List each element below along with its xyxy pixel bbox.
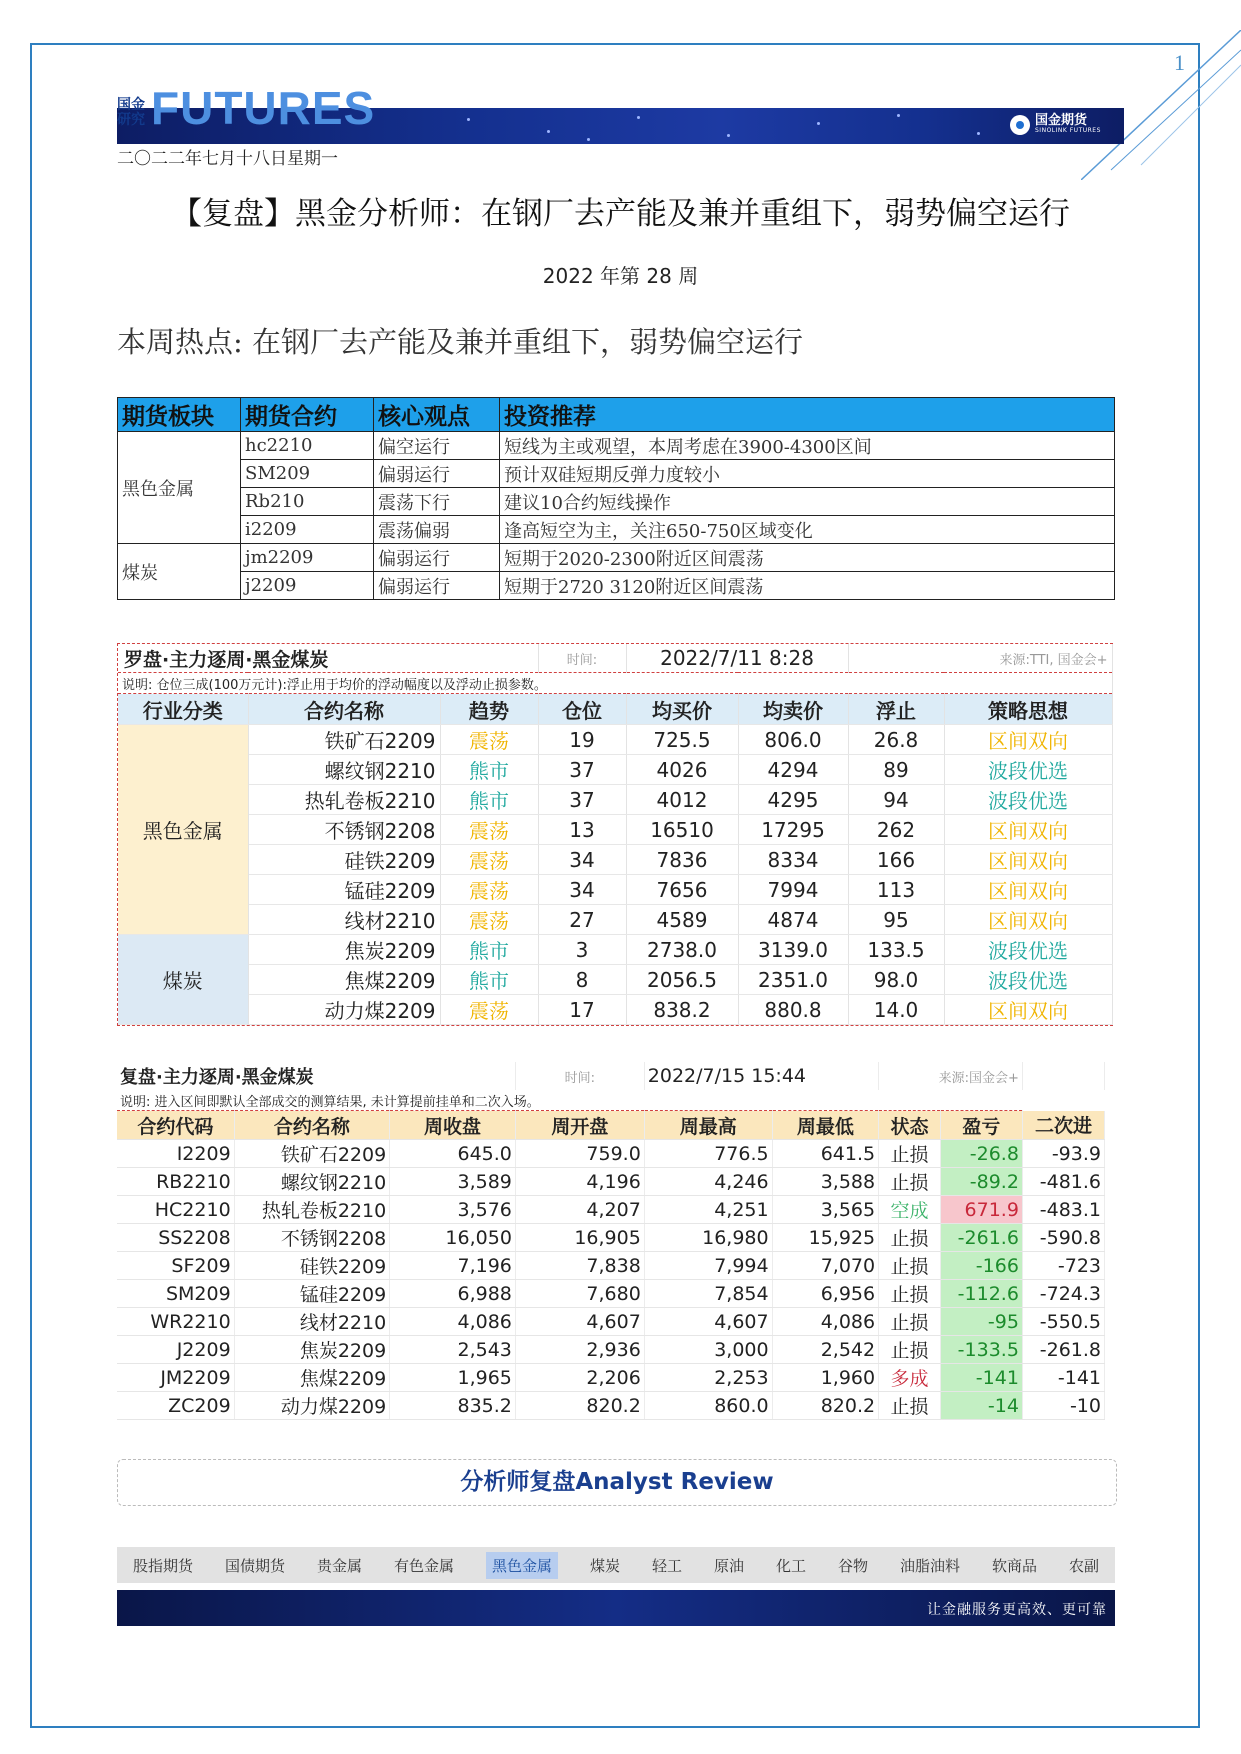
compass-header-cell: 均买价 xyxy=(626,694,738,725)
nav-item[interactable]: 软商品 xyxy=(991,1556,1037,1575)
table-row xyxy=(118,995,1112,1025)
compass-header-cell: 合约名称 xyxy=(248,694,440,725)
view-cell: 偏弱运行 xyxy=(374,572,500,600)
nav-item[interactable]: 有色金属 xyxy=(393,1556,454,1575)
position-cell: 27 xyxy=(538,905,626,935)
avg-sell-cell: 4295 xyxy=(738,785,848,815)
strategy-cell: 区间双向 xyxy=(944,995,1112,1025)
code-cell: RB2210 xyxy=(117,1168,234,1196)
code-cell: SM209 xyxy=(117,1280,234,1308)
report-date: 二〇二二年七月十八日星期一 xyxy=(117,149,338,169)
avg-buy-cell: 4589 xyxy=(626,905,738,935)
position-cell: 34 xyxy=(538,875,626,905)
strategy-cell: 区间双向 xyxy=(944,875,1112,905)
name-cell: 热轧卷板2210 xyxy=(234,1196,390,1224)
code-cell: I2209 xyxy=(117,1140,234,1168)
compass-time-label: 时间: xyxy=(538,644,626,673)
compass-note-row xyxy=(118,673,1112,694)
review-note-spacer xyxy=(1022,1090,1104,1111)
avg-buy-cell: 4026 xyxy=(626,755,738,785)
review-source: 来源:国金会+ xyxy=(879,1062,1023,1090)
trend-cell: 震荡 xyxy=(440,995,538,1025)
code-cell: J2209 xyxy=(117,1336,234,1364)
nav-item[interactable]: 煤炭 xyxy=(589,1556,620,1575)
low-cell: 3,565 xyxy=(772,1196,879,1224)
low-cell: 2,542 xyxy=(772,1336,879,1364)
compass-header-cell: 均卖价 xyxy=(738,694,848,725)
sector-cell: 黑色金属 xyxy=(118,432,241,544)
review-title: 复盘·主力逐周·黑金煤炭 xyxy=(117,1062,515,1090)
open-cell: 2,206 xyxy=(515,1364,644,1392)
second-entry-cell: -10 xyxy=(1022,1392,1104,1420)
position-cell: 3 xyxy=(538,935,626,965)
report-week: 2022 年第 28 周 xyxy=(542,264,699,288)
strategy-cell: 区间双向 xyxy=(944,815,1112,845)
weekly-hotspot: 本周热点: 在钢厂去产能及兼并重组下，弱势偏空运行 xyxy=(117,325,803,359)
review-header-cell: 合约代码 xyxy=(117,1111,234,1140)
float-stop-cell: 133.5 xyxy=(848,935,944,965)
name-cell: 硅铁2209 xyxy=(234,1252,390,1280)
name-cell: 动力煤2209 xyxy=(234,1392,390,1420)
company-logo-text: 国金期货 xyxy=(1035,113,1088,128)
open-cell: 4,207 xyxy=(515,1196,644,1224)
code-cell: SF209 xyxy=(117,1252,234,1280)
close-cell: 3,589 xyxy=(390,1168,516,1196)
open-cell: 759.0 xyxy=(515,1140,644,1168)
strategy-cell: 波段优选 xyxy=(944,965,1112,995)
second-entry-cell: -723 xyxy=(1022,1252,1104,1280)
name-cell: 锰硅2209 xyxy=(234,1280,390,1308)
nav-item[interactable]: 贵金属 xyxy=(316,1556,362,1575)
code-cell: JM2209 xyxy=(117,1364,234,1392)
table-row xyxy=(118,755,1112,785)
position-cell: 17 xyxy=(538,995,626,1025)
footer-banner xyxy=(117,1590,1115,1626)
status-cell: 止损 xyxy=(879,1168,941,1196)
high-cell: 860.0 xyxy=(644,1392,772,1420)
close-cell: 7,196 xyxy=(390,1252,516,1280)
low-cell: 6,956 xyxy=(772,1280,879,1308)
nav-item[interactable]: 农副 xyxy=(1068,1556,1099,1575)
avg-buy-cell: 4012 xyxy=(626,785,738,815)
low-cell: 15,925 xyxy=(772,1224,879,1252)
compass-source: 来源:TTI, 国金会+ xyxy=(848,644,1112,673)
pl-cell: -14 xyxy=(940,1392,1022,1420)
position-cell: 37 xyxy=(538,755,626,785)
avg-sell-cell: 17295 xyxy=(738,815,848,845)
close-cell: 4,086 xyxy=(390,1308,516,1336)
name-cell: 铁矿石2209 xyxy=(234,1140,390,1168)
code-cell: WR2210 xyxy=(117,1308,234,1336)
pl-cell: -261.6 xyxy=(940,1224,1022,1252)
contract-name-cell: 螺纹钢2210 xyxy=(248,755,440,785)
compass-header-cell: 趋势 xyxy=(440,694,538,725)
second-entry-cell: -93.9 xyxy=(1022,1140,1104,1168)
nav-item-active[interactable]: 黑色金属 xyxy=(486,1552,558,1579)
table-row xyxy=(117,1336,1105,1364)
company-logo-text-en: SINOLINK FUTURES xyxy=(1035,127,1101,134)
contract-name-cell: 铁矿石2209 xyxy=(248,725,440,755)
advice-cell: 短期于2020-2300附近区间震荡 xyxy=(500,544,1115,572)
second-entry-cell: -481.6 xyxy=(1022,1168,1104,1196)
review-header-row xyxy=(117,1111,1105,1140)
review-table-panel xyxy=(117,1062,1105,1420)
table-row xyxy=(118,845,1112,875)
table-row xyxy=(117,1168,1105,1196)
avg-sell-cell: 4874 xyxy=(738,905,848,935)
float-stop-cell: 262 xyxy=(848,815,944,845)
avg-sell-cell: 3139.0 xyxy=(738,935,848,965)
float-stop-cell: 94 xyxy=(848,785,944,815)
float-stop-cell: 113 xyxy=(848,875,944,905)
strategy-cell: 波段优选 xyxy=(944,755,1112,785)
avg-buy-cell: 725.5 xyxy=(626,725,738,755)
code-cell: SS2208 xyxy=(117,1224,234,1252)
second-entry-cell: -483.1 xyxy=(1022,1196,1104,1224)
position-cell: 8 xyxy=(538,965,626,995)
advice-cell: 预计双硅短期反弹力度较小 xyxy=(500,460,1115,488)
table-row xyxy=(118,785,1112,815)
view-cell: 偏空运行 xyxy=(374,432,500,460)
status-cell: 止损 xyxy=(879,1140,941,1168)
compass-table xyxy=(118,644,1113,1025)
review-header-cell: 周开盘 xyxy=(515,1111,644,1140)
contract-cell: i2209 xyxy=(241,516,374,544)
table-row xyxy=(118,488,1115,516)
compass-note: 说明: 仓位三成(100万元计):浮止用于均价的浮动幅度以及浮动止损参数。 xyxy=(118,673,1112,694)
code-cell: HC2210 xyxy=(117,1196,234,1224)
high-cell: 3,000 xyxy=(644,1336,772,1364)
page-number: 1 xyxy=(1174,50,1185,75)
compass-header-row xyxy=(118,694,1112,725)
table-row xyxy=(118,544,1115,572)
table-row xyxy=(118,572,1115,600)
float-stop-cell: 14.0 xyxy=(848,995,944,1025)
second-entry-cell: -141 xyxy=(1022,1364,1104,1392)
strategy-cell: 波段优选 xyxy=(944,785,1112,815)
avg-buy-cell: 2738.0 xyxy=(626,935,738,965)
status-cell: 止损 xyxy=(879,1252,941,1280)
analyst-review-banner xyxy=(117,1459,1117,1506)
close-cell: 2,543 xyxy=(390,1336,516,1364)
review-title-spacer xyxy=(1022,1062,1104,1090)
compass-header-cell: 行业分类 xyxy=(118,694,248,725)
high-cell: 4,251 xyxy=(644,1196,772,1224)
pl-cell: -89.2 xyxy=(940,1168,1022,1196)
contract-name-cell: 不锈钢2208 xyxy=(248,815,440,845)
trend-cell: 熊市 xyxy=(440,755,538,785)
nav-item[interactable]: 化工 xyxy=(775,1556,806,1575)
second-entry-cell: -590.8 xyxy=(1022,1224,1104,1252)
nav-item[interactable]: 轻工 xyxy=(651,1556,682,1575)
review-header-cell: 状态 xyxy=(879,1111,941,1140)
table-row xyxy=(118,905,1112,935)
table-row xyxy=(117,1280,1105,1308)
low-cell: 4,086 xyxy=(772,1308,879,1336)
table-row xyxy=(117,1364,1105,1392)
close-cell: 16,050 xyxy=(390,1224,516,1252)
table-row xyxy=(118,935,1112,965)
avg-sell-cell: 2351.0 xyxy=(738,965,848,995)
summary-header-cell: 投资推荐 xyxy=(500,398,1115,432)
pl-cell: -141 xyxy=(940,1364,1022,1392)
second-entry-cell: -550.5 xyxy=(1022,1308,1104,1336)
compass-time-value: 2022/7/11 8:28 xyxy=(626,644,848,673)
sector-cell: 煤炭 xyxy=(118,544,241,600)
nav-item[interactable]: 国债期货 xyxy=(224,1556,285,1575)
compass-header-cell: 浮止 xyxy=(848,694,944,725)
table-row xyxy=(118,815,1112,845)
table-row xyxy=(117,1308,1105,1336)
name-cell: 焦炭2209 xyxy=(234,1336,390,1364)
trend-cell: 震荡 xyxy=(440,815,538,845)
position-cell: 19 xyxy=(538,725,626,755)
analyst-review-title: 分析师复盘Analyst Review xyxy=(460,1469,774,1495)
avg-sell-cell: 8334 xyxy=(738,845,848,875)
contract-name-cell: 动力煤2209 xyxy=(248,995,440,1025)
low-cell: 641.5 xyxy=(772,1140,879,1168)
high-cell: 776.5 xyxy=(644,1140,772,1168)
trend-cell: 震荡 xyxy=(440,905,538,935)
brand-cn: 国金研究 xyxy=(117,97,145,128)
avg-sell-cell: 880.8 xyxy=(738,995,848,1025)
avg-buy-cell: 16510 xyxy=(626,815,738,845)
review-header-cell: 周收盘 xyxy=(390,1111,516,1140)
high-cell: 2,253 xyxy=(644,1364,772,1392)
name-cell: 不锈钢2208 xyxy=(234,1224,390,1252)
pl-cell: 671.9 xyxy=(940,1196,1022,1224)
low-cell: 3,588 xyxy=(772,1168,879,1196)
open-cell: 4,196 xyxy=(515,1168,644,1196)
contract-name-cell: 焦煤2209 xyxy=(248,965,440,995)
avg-buy-cell: 7836 xyxy=(626,845,738,875)
review-time-label: 时间: xyxy=(515,1062,644,1090)
review-time-value: 2022/7/15 15:44 xyxy=(644,1062,878,1090)
review-header-cell: 合约名称 xyxy=(234,1111,390,1140)
table-row xyxy=(118,460,1115,488)
close-cell: 6,988 xyxy=(390,1280,516,1308)
contract-cell: SM209 xyxy=(241,460,374,488)
summary-table xyxy=(117,397,1115,600)
table-row xyxy=(118,965,1112,995)
table-row xyxy=(117,1252,1105,1280)
review-note: 说明: 进入区间即默认全部成交的测算结果, 未计算提前挂单和二次入场。 xyxy=(117,1090,1022,1111)
contract-name-cell: 热轧卷板2210 xyxy=(248,785,440,815)
avg-buy-cell: 7656 xyxy=(626,875,738,905)
brand-logo xyxy=(117,82,376,134)
avg-sell-cell: 806.0 xyxy=(738,725,848,755)
compass-header-cell: 仓位 xyxy=(538,694,626,725)
status-cell: 空成 xyxy=(879,1196,941,1224)
status-cell: 止损 xyxy=(879,1308,941,1336)
trend-cell: 熊市 xyxy=(440,965,538,995)
table-row xyxy=(118,875,1112,905)
position-cell: 34 xyxy=(538,845,626,875)
footer-slogan: 让金融服务更高效、更可靠 xyxy=(927,1602,1107,1618)
corner-decoration xyxy=(1081,30,1241,180)
low-cell: 1,960 xyxy=(772,1364,879,1392)
report-title: 【复盘】黑金分析师：在钢厂去产能及兼并重组下，弱势偏空运行 xyxy=(171,196,1070,232)
close-cell: 645.0 xyxy=(390,1140,516,1168)
view-cell: 偏弱运行 xyxy=(374,544,500,572)
float-stop-cell: 26.8 xyxy=(848,725,944,755)
contract-name-cell: 硅铁2209 xyxy=(248,845,440,875)
review-header-cell: 盈亏 xyxy=(940,1111,1022,1140)
company-logo xyxy=(1010,114,1101,135)
open-cell: 7,680 xyxy=(515,1280,644,1308)
table-row xyxy=(118,432,1115,460)
table-row xyxy=(117,1392,1105,1420)
summary-header-row xyxy=(118,398,1115,432)
review-note-row xyxy=(117,1090,1105,1111)
open-cell: 820.2 xyxy=(515,1392,644,1420)
advice-cell: 短线为主或观望，本周考虑在3900-4300区间 xyxy=(500,432,1115,460)
open-cell: 2,936 xyxy=(515,1336,644,1364)
close-cell: 835.2 xyxy=(390,1392,516,1420)
contract-cell: Rb210 xyxy=(241,488,374,516)
position-cell: 13 xyxy=(538,815,626,845)
table-row xyxy=(117,1196,1105,1224)
contract-name-cell: 锰硅2209 xyxy=(248,875,440,905)
float-stop-cell: 95 xyxy=(848,905,944,935)
contract-cell: jm2209 xyxy=(241,544,374,572)
close-cell: 1,965 xyxy=(390,1364,516,1392)
pl-cell: -95 xyxy=(940,1308,1022,1336)
advice-cell: 逢高短空为主，关注650-750区域变化 xyxy=(500,516,1115,544)
float-stop-cell: 166 xyxy=(848,845,944,875)
category-nav xyxy=(117,1547,1115,1583)
high-cell: 7,854 xyxy=(644,1280,772,1308)
summary-header-cell: 期货合约 xyxy=(241,398,374,432)
name-cell: 焦煤2209 xyxy=(234,1364,390,1392)
sector-cell: 黑色金属 xyxy=(118,725,248,935)
review-header-cell: 二次进 xyxy=(1022,1111,1104,1140)
strategy-cell: 波段优选 xyxy=(944,935,1112,965)
trend-cell: 熊市 xyxy=(440,785,538,815)
status-cell: 止损 xyxy=(879,1392,941,1420)
pl-cell: -166 xyxy=(940,1252,1022,1280)
high-cell: 4,607 xyxy=(644,1308,772,1336)
nav-item[interactable]: 股指期货 xyxy=(132,1556,193,1575)
second-entry-cell: -261.8 xyxy=(1022,1336,1104,1364)
view-cell: 震荡下行 xyxy=(374,488,500,516)
trend-cell: 震荡 xyxy=(440,845,538,875)
avg-sell-cell: 4294 xyxy=(738,755,848,785)
compass-table-panel xyxy=(117,643,1113,1026)
status-cell: 止损 xyxy=(879,1280,941,1308)
trend-cell: 震荡 xyxy=(440,875,538,905)
open-cell: 4,607 xyxy=(515,1308,644,1336)
review-header-cell: 周最高 xyxy=(644,1111,772,1140)
nav-item[interactable]: 谷物 xyxy=(837,1556,868,1575)
contract-cell: hc2210 xyxy=(241,432,374,460)
open-cell: 16,905 xyxy=(515,1224,644,1252)
table-row xyxy=(118,725,1112,755)
review-header-cell: 周最低 xyxy=(772,1111,879,1140)
table-row xyxy=(118,516,1115,544)
status-cell: 止损 xyxy=(879,1224,941,1252)
open-cell: 7,838 xyxy=(515,1252,644,1280)
nav-item[interactable]: 原油 xyxy=(713,1556,744,1575)
strategy-cell: 区间双向 xyxy=(944,905,1112,935)
summary-header-cell: 核心观点 xyxy=(374,398,500,432)
close-cell: 3,576 xyxy=(390,1196,516,1224)
pl-cell: -26.8 xyxy=(940,1140,1022,1168)
review-title-row xyxy=(117,1062,1105,1090)
compass-header-cell: 策略思想 xyxy=(944,694,1112,725)
avg-sell-cell: 7994 xyxy=(738,875,848,905)
status-cell: 多成 xyxy=(879,1364,941,1392)
view-cell: 偏弱运行 xyxy=(374,460,500,488)
nav-item[interactable]: 油脂油料 xyxy=(899,1556,960,1575)
brand-en: FUTURES xyxy=(151,82,376,134)
low-cell: 7,070 xyxy=(772,1252,879,1280)
review-table xyxy=(117,1062,1105,1420)
table-row xyxy=(117,1140,1105,1168)
view-cell: 震荡偏弱 xyxy=(374,516,500,544)
summary-header-cell: 期货板块 xyxy=(118,398,241,432)
strategy-cell: 区间双向 xyxy=(944,845,1112,875)
table-row xyxy=(117,1224,1105,1252)
contract-name-cell: 焦炭2209 xyxy=(248,935,440,965)
pl-cell: -133.5 xyxy=(940,1336,1022,1364)
avg-buy-cell: 838.2 xyxy=(626,995,738,1025)
high-cell: 4,246 xyxy=(644,1168,772,1196)
float-stop-cell: 89 xyxy=(848,755,944,785)
status-cell: 止损 xyxy=(879,1336,941,1364)
avg-buy-cell: 2056.5 xyxy=(626,965,738,995)
second-entry-cell: -724.3 xyxy=(1022,1280,1104,1308)
strategy-cell: 区间双向 xyxy=(944,725,1112,755)
pl-cell: -112.6 xyxy=(940,1280,1022,1308)
advice-cell: 短期于2720 3120附近区间震荡 xyxy=(500,572,1115,600)
high-cell: 16,980 xyxy=(644,1224,772,1252)
sector-cell: 煤炭 xyxy=(118,935,248,1025)
position-cell: 37 xyxy=(538,785,626,815)
advice-cell: 建议10合约短线操作 xyxy=(500,488,1115,516)
contract-name-cell: 线材2210 xyxy=(248,905,440,935)
compass-title-row xyxy=(118,644,1112,673)
compass-title: 罗盘·主力逐周·黑金煤炭 xyxy=(118,644,538,673)
code-cell: ZC209 xyxy=(117,1392,234,1420)
name-cell: 线材2210 xyxy=(234,1308,390,1336)
name-cell: 螺纹钢2210 xyxy=(234,1168,390,1196)
low-cell: 820.2 xyxy=(772,1392,879,1420)
company-logo-icon xyxy=(1010,115,1030,135)
trend-cell: 震荡 xyxy=(440,725,538,755)
float-stop-cell: 98.0 xyxy=(848,965,944,995)
contract-cell: j2209 xyxy=(241,572,374,600)
high-cell: 7,994 xyxy=(644,1252,772,1280)
trend-cell: 熊市 xyxy=(440,935,538,965)
